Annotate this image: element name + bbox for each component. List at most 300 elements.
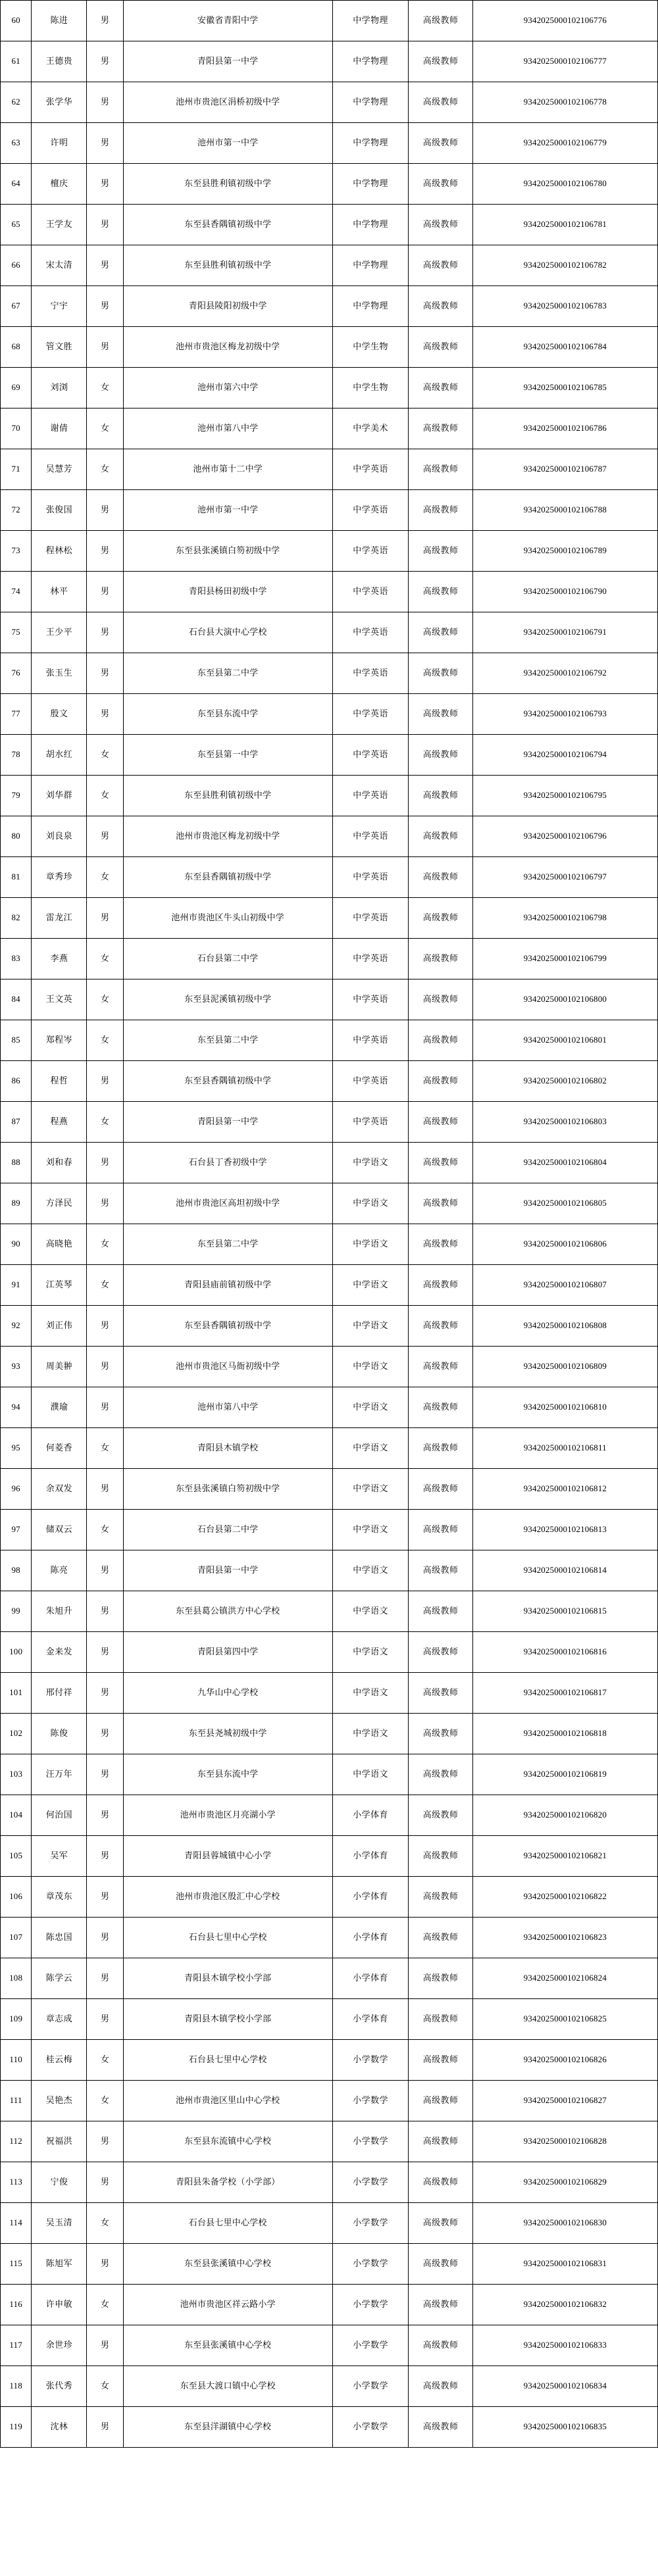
- cell-subject: 小学体育: [332, 1836, 409, 1877]
- cell-sex: 男: [87, 2121, 123, 2162]
- cell-subject: 小学数学: [332, 2244, 409, 2285]
- cell-subject: 小学数学: [332, 2121, 409, 2162]
- cell-school: 石台县大演中心学校: [123, 612, 332, 653]
- cell-seq: 116: [1, 2285, 32, 2325]
- cell-title: 高级教师: [409, 1183, 472, 1224]
- cell-cert: 9342025000102106816: [472, 1632, 657, 1673]
- cell-school: 青阳县第四中学: [123, 1632, 332, 1673]
- cell-title: 高级教师: [409, 1061, 472, 1102]
- table-row: [1, 368, 658, 409]
- table-row: [1, 1061, 658, 1102]
- cell-sex: 男: [87, 123, 123, 164]
- cell-school: 青阳县朱备学校（小学部）: [123, 2162, 332, 2203]
- cell-name: 刘良泉: [32, 816, 87, 857]
- cell-school: 池州市贵池区祥云路小学: [123, 2285, 332, 2325]
- table-row: [1, 2407, 658, 2448]
- cell-subject: 小学体育: [332, 1958, 409, 1999]
- cell-school: 池州市贵池区里山中心学校: [123, 2081, 332, 2121]
- cell-seq: 117: [1, 2325, 32, 2366]
- cell-title: 高级教师: [409, 1632, 472, 1673]
- cell-seq: 96: [1, 1469, 32, 1510]
- cell-cert: 9342025000102106820: [472, 1795, 657, 1836]
- cell-seq: 106: [1, 1877, 32, 1918]
- table-row: [1, 1102, 658, 1143]
- cell-name: 张玉生: [32, 653, 87, 694]
- table-row: [1, 2203, 658, 2244]
- cell-cert: 9342025000102106810: [472, 1387, 657, 1428]
- cell-name: 刘浏: [32, 368, 87, 409]
- cell-name: 宋太清: [32, 245, 87, 286]
- cell-school: 青阳县木镇学校: [123, 1428, 332, 1469]
- cell-sex: 男: [87, 1877, 123, 1918]
- cell-seq: 62: [1, 82, 32, 123]
- cell-sex: 男: [87, 2325, 123, 2366]
- cell-title: 高级教师: [409, 2407, 472, 2448]
- cell-name: 陈学云: [32, 1958, 87, 1999]
- cell-seq: 66: [1, 245, 32, 286]
- cell-title: 高级教师: [409, 1550, 472, 1591]
- cell-name: 何菱香: [32, 1428, 87, 1469]
- cell-sex: 男: [87, 2162, 123, 2203]
- cell-school: 东至县张溪镇中心学校: [123, 2325, 332, 2366]
- cell-title: 高级教师: [409, 1428, 472, 1469]
- cell-cert: 9342025000102106828: [472, 2121, 657, 2162]
- cell-title: 高级教师: [409, 368, 472, 409]
- table-body: [1, 1, 658, 2448]
- cell-school: 东至县泥溪镇初级中学: [123, 979, 332, 1020]
- cell-subject: 中学语文: [332, 1265, 409, 1306]
- cell-title: 高级教师: [409, 653, 472, 694]
- cell-subject: 中学物理: [332, 205, 409, 245]
- cell-school: 石台县七里中心学校: [123, 2040, 332, 2081]
- cell-seq: 84: [1, 979, 32, 1020]
- cell-cert: 9342025000102106825: [472, 1999, 657, 2040]
- cell-school: 青阳县第一中学: [123, 1550, 332, 1591]
- cell-sex: 男: [87, 164, 123, 205]
- cell-subject: 中学语文: [332, 1143, 409, 1183]
- cell-seq: 118: [1, 2366, 32, 2407]
- cell-school: 青阳县木镇学校小学部: [123, 1999, 332, 2040]
- cell-cert: 9342025000102106780: [472, 164, 657, 205]
- cell-sex: 男: [87, 327, 123, 368]
- cell-seq: 97: [1, 1510, 32, 1550]
- cell-subject: 中学语文: [332, 1632, 409, 1673]
- cell-seq: 111: [1, 2081, 32, 2121]
- cell-sex: 男: [87, 1183, 123, 1224]
- cell-name: 张代秀: [32, 2366, 87, 2407]
- cell-school: 池州市贵池区月亮湖小学: [123, 1795, 332, 1836]
- cell-title: 高级教师: [409, 123, 472, 164]
- cell-sex: 男: [87, 1550, 123, 1591]
- cell-sex: 男: [87, 1714, 123, 1754]
- cell-title: 高级教师: [409, 245, 472, 286]
- cell-title: 高级教师: [409, 2081, 472, 2121]
- cell-title: 高级教师: [409, 1347, 472, 1387]
- table-row: [1, 1754, 658, 1795]
- cell-cert: 9342025000102106814: [472, 1550, 657, 1591]
- table-row: [1, 979, 658, 1020]
- cell-cert: 9342025000102106781: [472, 205, 657, 245]
- cell-cert: 9342025000102106804: [472, 1143, 657, 1183]
- cell-subject: 中学语文: [332, 1591, 409, 1632]
- cell-subject: 中学物理: [332, 164, 409, 205]
- cell-sex: 男: [87, 816, 123, 857]
- table-row: [1, 1143, 658, 1183]
- cell-name: 濮瑜: [32, 1387, 87, 1428]
- cell-sex: 男: [87, 1, 123, 41]
- cell-cert: 9342025000102106786: [472, 409, 657, 449]
- table-row: [1, 1958, 658, 1999]
- cell-name: 何治国: [32, 1795, 87, 1836]
- cell-cert: 9342025000102106801: [472, 1020, 657, 1061]
- table-row: [1, 735, 658, 776]
- cell-sex: 女: [87, 1020, 123, 1061]
- cell-subject: 中学英语: [332, 572, 409, 612]
- table-row: [1, 123, 658, 164]
- cell-name: 祝福洪: [32, 2121, 87, 2162]
- cell-sex: 男: [87, 1591, 123, 1632]
- cell-sex: 男: [87, 1306, 123, 1347]
- cell-school: 东至县香隅镇初级中学: [123, 205, 332, 245]
- cell-subject: 中学语文: [332, 1510, 409, 1550]
- cell-school: 石台县第二中学: [123, 939, 332, 979]
- cell-school: 青阳县蓉城镇中心小学: [123, 1836, 332, 1877]
- cell-sex: 男: [87, 1673, 123, 1714]
- cell-cert: 9342025000102106831: [472, 2244, 657, 2285]
- table-row: [1, 1306, 658, 1347]
- cell-school: 池州市第八中学: [123, 1387, 332, 1428]
- cell-subject: 小学数学: [332, 2203, 409, 2244]
- cell-title: 高级教师: [409, 82, 472, 123]
- cell-school: 池州市第十二中学: [123, 449, 332, 490]
- cell-cert: 9342025000102106824: [472, 1958, 657, 1999]
- cell-subject: 中学英语: [332, 898, 409, 939]
- cell-sex: 女: [87, 409, 123, 449]
- cell-seq: 102: [1, 1714, 32, 1754]
- cell-name: 许申敏: [32, 2285, 87, 2325]
- cell-title: 高级教师: [409, 1714, 472, 1754]
- cell-cert: 9342025000102106806: [472, 1224, 657, 1265]
- cell-subject: 小学数学: [332, 2366, 409, 2407]
- cell-cert: 9342025000102106784: [472, 327, 657, 368]
- cell-subject: 中学语文: [332, 1754, 409, 1795]
- cell-school: 青阳县第一中学: [123, 41, 332, 82]
- cell-cert: 9342025000102106785: [472, 368, 657, 409]
- cell-cert: 9342025000102106815: [472, 1591, 657, 1632]
- cell-title: 高级教师: [409, 694, 472, 735]
- cell-seq: 77: [1, 694, 32, 735]
- cell-name: 吴玉清: [32, 2203, 87, 2244]
- cell-title: 高级教师: [409, 1999, 472, 2040]
- cell-name: 胡水红: [32, 735, 87, 776]
- table-row: [1, 2366, 658, 2407]
- table-row: [1, 1224, 658, 1265]
- cell-cert: 9342025000102106805: [472, 1183, 657, 1224]
- cell-sex: 男: [87, 41, 123, 82]
- cell-seq: 64: [1, 164, 32, 205]
- cell-cert: 9342025000102106793: [472, 694, 657, 735]
- cell-title: 高级教师: [409, 776, 472, 816]
- cell-seq: 107: [1, 1918, 32, 1958]
- cell-subject: 小学体育: [332, 1877, 409, 1918]
- cell-cert: 9342025000102106813: [472, 1510, 657, 1550]
- cell-seq: 92: [1, 1306, 32, 1347]
- table-row: [1, 2081, 658, 2121]
- cell-school: 东至县大渡口镇中心学校: [123, 2366, 332, 2407]
- cell-name: 汪万年: [32, 1754, 87, 1795]
- cell-cert: 9342025000102106819: [472, 1754, 657, 1795]
- table-row: [1, 2285, 658, 2325]
- cell-school: 池州市贵池区梅龙初级中学: [123, 816, 332, 857]
- cell-name: 刘正伟: [32, 1306, 87, 1347]
- cell-seq: 70: [1, 409, 32, 449]
- cell-name: 陈忠国: [32, 1918, 87, 1958]
- cell-subject: 中学语文: [332, 1550, 409, 1591]
- cell-subject: 小学体育: [332, 1918, 409, 1958]
- cell-cert: 9342025000102106808: [472, 1306, 657, 1347]
- cell-title: 高级教师: [409, 2244, 472, 2285]
- cell-cert: 9342025000102106821: [472, 1836, 657, 1877]
- cell-cert: 9342025000102106811: [472, 1428, 657, 1469]
- cell-subject: 中学英语: [332, 1061, 409, 1102]
- cell-title: 高级教师: [409, 572, 472, 612]
- cell-cert: 9342025000102106817: [472, 1673, 657, 1714]
- cell-cert: 9342025000102106778: [472, 82, 657, 123]
- cell-seq: 94: [1, 1387, 32, 1428]
- cell-title: 高级教师: [409, 1958, 472, 1999]
- cell-sex: 女: [87, 1102, 123, 1143]
- cell-subject: 中学英语: [332, 490, 409, 531]
- cell-sex: 女: [87, 939, 123, 979]
- cell-name: 江英琴: [32, 1265, 87, 1306]
- cell-seq: 71: [1, 449, 32, 490]
- cell-seq: 89: [1, 1183, 32, 1224]
- cell-sex: 男: [87, 490, 123, 531]
- cell-subject: 中学物理: [332, 245, 409, 286]
- cell-school: 安徽省青阳中学: [123, 1, 332, 41]
- cell-name: 吴军: [32, 1836, 87, 1877]
- cell-seq: 103: [1, 1754, 32, 1795]
- cell-title: 高级教师: [409, 2162, 472, 2203]
- cell-name: 余双发: [32, 1469, 87, 1510]
- table-row: [1, 1469, 658, 1510]
- cell-school: 池州市贵池区梅龙初级中学: [123, 327, 332, 368]
- cell-name: 刘华群: [32, 776, 87, 816]
- cell-name: 沈林: [32, 2407, 87, 2448]
- cell-name: 高晓艳: [32, 1224, 87, 1265]
- cell-sex: 男: [87, 531, 123, 572]
- cell-title: 高级教师: [409, 531, 472, 572]
- cell-subject: 中学语文: [332, 1347, 409, 1387]
- cell-sex: 女: [87, 979, 123, 1020]
- cell-sex: 男: [87, 245, 123, 286]
- cell-sex: 男: [87, 1143, 123, 1183]
- cell-subject: 中学物理: [332, 286, 409, 327]
- cell-seq: 69: [1, 368, 32, 409]
- cell-title: 高级教师: [409, 1, 472, 41]
- cell-school: 东至县张溪镇中心学校: [123, 2244, 332, 2285]
- table-row: [1, 205, 658, 245]
- cell-seq: 110: [1, 2040, 32, 2081]
- cell-school: 青阳县第一中学: [123, 1102, 332, 1143]
- table-row: [1, 1, 658, 41]
- cell-cert: 9342025000102106796: [472, 816, 657, 857]
- cell-seq: 93: [1, 1347, 32, 1387]
- cell-name: 陈旭军: [32, 2244, 87, 2285]
- cell-seq: 81: [1, 857, 32, 898]
- cell-subject: 中学英语: [332, 1020, 409, 1061]
- cell-title: 高级教师: [409, 612, 472, 653]
- cell-subject: 中学语文: [332, 1387, 409, 1428]
- cell-name: 桂云梅: [32, 2040, 87, 2081]
- cell-name: 张俊国: [32, 490, 87, 531]
- table-row: [1, 449, 658, 490]
- table-row: [1, 2325, 658, 2366]
- cell-school: 池州市贵池区涓桥初级中学: [123, 82, 332, 123]
- cell-title: 高级教师: [409, 2040, 472, 2081]
- cell-cert: 9342025000102106807: [472, 1265, 657, 1306]
- cell-sex: 女: [87, 2040, 123, 2081]
- cell-cert: 9342025000102106783: [472, 286, 657, 327]
- cell-cert: 9342025000102106800: [472, 979, 657, 1020]
- cell-name: 谢倩: [32, 409, 87, 449]
- cell-title: 高级教师: [409, 490, 472, 531]
- table-row: [1, 612, 658, 653]
- cell-subject: 中学英语: [332, 816, 409, 857]
- cell-sex: 男: [87, 2407, 123, 2448]
- cell-seq: 112: [1, 2121, 32, 2162]
- cell-subject: 中学英语: [332, 1102, 409, 1143]
- cell-cert: 9342025000102106782: [472, 245, 657, 286]
- cell-seq: 63: [1, 123, 32, 164]
- table-row: [1, 1877, 658, 1918]
- cell-sex: 男: [87, 1795, 123, 1836]
- table-row: [1, 1999, 658, 2040]
- cell-subject: 中学英语: [332, 979, 409, 1020]
- cell-name: 周美翀: [32, 1347, 87, 1387]
- cell-name: 陈亮: [32, 1550, 87, 1591]
- cell-school: 池州市第八中学: [123, 409, 332, 449]
- cell-subject: 中学语文: [332, 1469, 409, 1510]
- cell-cert: 9342025000102106787: [472, 449, 657, 490]
- cell-sex: 女: [87, 1224, 123, 1265]
- cell-seq: 75: [1, 612, 32, 653]
- cell-sex: 男: [87, 2244, 123, 2285]
- cell-school: 东至县胜利镇初级中学: [123, 776, 332, 816]
- cell-seq: 72: [1, 490, 32, 531]
- cell-name: 王学友: [32, 205, 87, 245]
- cell-subject: 小学体育: [332, 1999, 409, 2040]
- cell-subject: 中学英语: [332, 735, 409, 776]
- cell-title: 高级教师: [409, 1591, 472, 1632]
- cell-sex: 男: [87, 205, 123, 245]
- cell-cert: 9342025000102106794: [472, 735, 657, 776]
- cell-name: 雷龙江: [32, 898, 87, 939]
- cell-school: 池州市贵池区马衙初级中学: [123, 1347, 332, 1387]
- cell-cert: 9342025000102106826: [472, 2040, 657, 2081]
- cell-school: 池州市贵池区牛头山初级中学: [123, 898, 332, 939]
- cell-cert: 9342025000102106790: [472, 572, 657, 612]
- cell-title: 高级教师: [409, 1102, 472, 1143]
- cell-name: 吴慧芳: [32, 449, 87, 490]
- cell-school: 东至县第一中学: [123, 735, 332, 776]
- cell-sex: 男: [87, 286, 123, 327]
- cell-cert: 9342025000102106792: [472, 653, 657, 694]
- cell-school: 石台县丁香初级中学: [123, 1143, 332, 1183]
- cell-seq: 80: [1, 816, 32, 857]
- cell-title: 高级教师: [409, 1510, 472, 1550]
- cell-school: 石台县七里中心学校: [123, 1918, 332, 1958]
- cell-school: 东至县张溪镇白笏初级中学: [123, 1469, 332, 1510]
- table-row: [1, 1836, 658, 1877]
- cell-subject: 中学生物: [332, 368, 409, 409]
- cell-subject: 中学英语: [332, 694, 409, 735]
- cell-sex: 女: [87, 2285, 123, 2325]
- table-row: [1, 327, 658, 368]
- cell-title: 高级教师: [409, 1469, 472, 1510]
- cell-seq: 101: [1, 1673, 32, 1714]
- cell-subject: 中学英语: [332, 857, 409, 898]
- cell-seq: 78: [1, 735, 32, 776]
- cell-cert: 9342025000102106827: [472, 2081, 657, 2121]
- cell-seq: 85: [1, 1020, 32, 1061]
- table-row: [1, 939, 658, 979]
- cell-subject: 中学英语: [332, 612, 409, 653]
- cell-subject: 中学语文: [332, 1183, 409, 1224]
- cell-school: 青阳县木镇学校小学部: [123, 1958, 332, 1999]
- cell-seq: 119: [1, 2407, 32, 2448]
- table-row: [1, 82, 658, 123]
- table-row: [1, 898, 658, 939]
- cell-cert: 9342025000102106779: [472, 123, 657, 164]
- table-row: [1, 816, 658, 857]
- table-row: [1, 1714, 658, 1754]
- cell-sex: 男: [87, 612, 123, 653]
- cell-title: 高级教师: [409, 1143, 472, 1183]
- cell-seq: 86: [1, 1061, 32, 1102]
- cell-cert: 9342025000102106798: [472, 898, 657, 939]
- cell-school: 东至县第二中学: [123, 653, 332, 694]
- cell-title: 高级教师: [409, 1836, 472, 1877]
- cell-title: 高级教师: [409, 2203, 472, 2244]
- cell-school: 东至县第二中学: [123, 1224, 332, 1265]
- cell-subject: 小学数学: [332, 2081, 409, 2121]
- cell-seq: 91: [1, 1265, 32, 1306]
- cell-sex: 女: [87, 368, 123, 409]
- cell-school: 池州市贵池区殷汇中心学校: [123, 1877, 332, 1918]
- cell-subject: 中学生物: [332, 327, 409, 368]
- cell-seq: 83: [1, 939, 32, 979]
- cell-school: 池州市贵池区高坦初级中学: [123, 1183, 332, 1224]
- cell-name: 宁俊: [32, 2162, 87, 2203]
- cell-title: 高级教师: [409, 1306, 472, 1347]
- cell-school: 石台县第二中学: [123, 1510, 332, 1550]
- cell-subject: 中学物理: [332, 123, 409, 164]
- table-row: [1, 1347, 658, 1387]
- cell-school: 东至县东流镇中心学校: [123, 2121, 332, 2162]
- cell-seq: 113: [1, 2162, 32, 2203]
- table-row: [1, 776, 658, 816]
- cell-sex: 男: [87, 898, 123, 939]
- cell-subject: 小学数学: [332, 2407, 409, 2448]
- table-row: [1, 1183, 658, 1224]
- cell-cert: 9342025000102106822: [472, 1877, 657, 1918]
- table-row: [1, 1550, 658, 1591]
- cell-name: 李燕: [32, 939, 87, 979]
- cell-school: 东至县东流中学: [123, 694, 332, 735]
- cell-sex: 女: [87, 1510, 123, 1550]
- table-row: [1, 164, 658, 205]
